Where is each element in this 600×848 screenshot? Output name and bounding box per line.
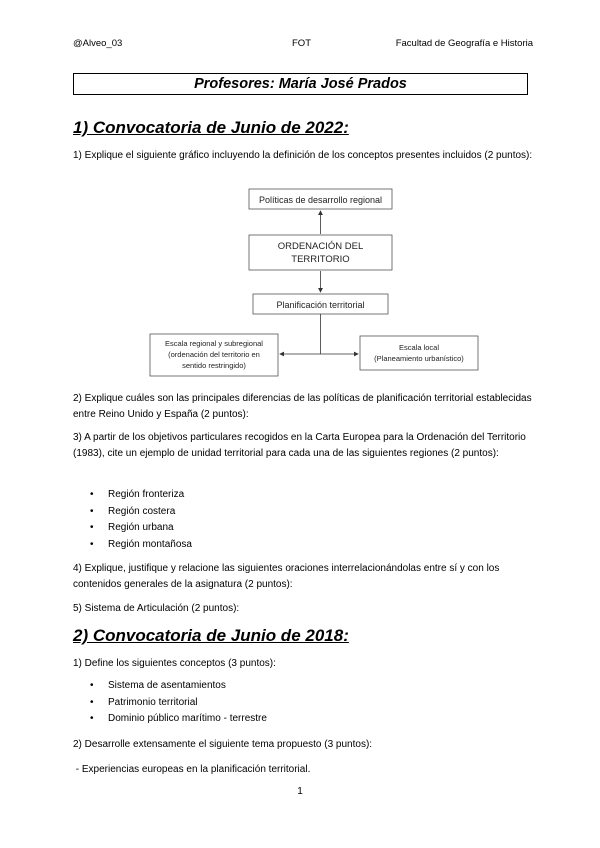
diagram-box-local-scale xyxy=(360,336,478,370)
diagram-label-right-2: (Planeamiento urbanístico) xyxy=(374,354,464,363)
header-right: Facultad de Geografía e Historia xyxy=(395,38,533,49)
list-item: • Patrimonio territorial xyxy=(90,695,267,712)
diagram-label-left-2: (ordenación del territorio en xyxy=(168,350,260,359)
diagram-label-center-1: ORDENACIÓN DEL xyxy=(277,241,364,252)
s1-question-3: 3) A partir de los objetivos particulares recogidos en la Carta Europea para la Ordenación del Territorio (1983), cite un ejemplo de unidad territorial para cada una de las siguientes regiones (2 puntos): xyxy=(73,432,526,459)
diagram-label-left-3: sentido restringido) xyxy=(182,361,246,370)
section-2-heading: 2) Convocatoria de Junio de 2018: xyxy=(73,626,349,645)
diagram-label-right-1: Escala local xyxy=(398,343,440,352)
diagram-label-mid: Planificación territorial xyxy=(276,300,365,310)
header-left: @Alveo_03 xyxy=(73,38,123,49)
s1-q3-list xyxy=(90,487,192,553)
diagram-label-center-2: TERRITORIO xyxy=(291,254,350,265)
list-item: • Región costera xyxy=(90,504,192,521)
list-item: • Región urbana xyxy=(90,520,192,537)
s1-question-5: 5) Sistema de Articulación (2 puntos): xyxy=(73,603,240,614)
list-item: • Región montañosa xyxy=(90,537,192,554)
s2-question-1: 1) Define los siguientes conceptos (3 puntos): xyxy=(73,658,276,669)
page-number: 1 xyxy=(297,786,303,797)
page-title: Profesores: María José Prados xyxy=(73,73,528,95)
list-item: • Sistema de asentamientos xyxy=(90,678,267,695)
s1-question-2: 2) Explique cuáles son las principales diferencias de las políticas de planificación territorial establecidas entre Reino Unido y España (2 puntos): xyxy=(73,393,532,420)
diagram-label-top: Políticas de desarrollo regional xyxy=(258,195,383,205)
diagram-label-left-1: Escala regional y subregional xyxy=(165,339,263,348)
header-center: FOT xyxy=(292,38,311,49)
planning-diagram xyxy=(148,184,483,379)
s2-question-2: 2) Desarrolle extensamente el siguiente tema propuesto (3 puntos): xyxy=(73,739,373,750)
s1-question-1: 1) Explique el siguiente gráfico incluyendo la definición de los conceptos presentes incluidos (2 puntos): xyxy=(73,150,533,161)
list-item: • Región fronteriza xyxy=(90,487,192,504)
s1-question-4: 4) Explique, justifique y relacione las siguientes oraciones interrelacionándolas entre sí y con los contenidos generales de la asignatura (2 puntos): xyxy=(73,563,500,590)
section-1-heading: 1) Convocatoria de Junio de 2022: xyxy=(73,118,349,137)
s2-question-2-topic: - Experiencias europeas en la planificación territorial. xyxy=(73,764,311,775)
list-item: • Dominio público marítimo - terrestre xyxy=(90,711,267,728)
s2-q1-list xyxy=(90,678,267,728)
